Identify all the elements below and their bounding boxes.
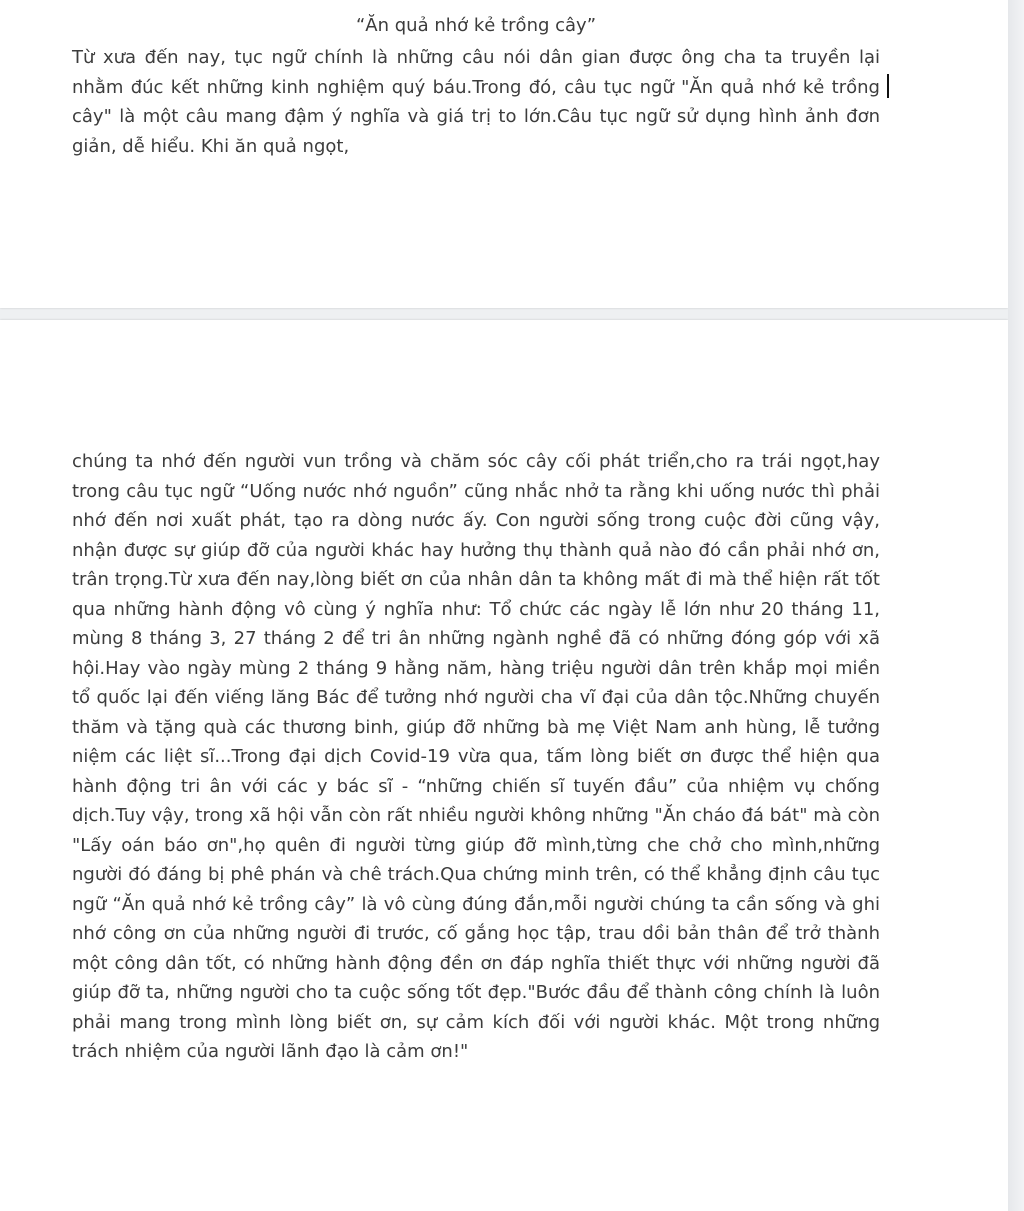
paragraph-body[interactable]: chúng ta nhớ đến người vun trồng và chăm sóc cây cối phát triển,cho ra trái ngọt,hay trong câu tục ngữ “Uống nước nhớ nguồn” cũng nhắc nhở ta rằng khi uống nước thì phải nhớ đến nơi xuất phát, tạo ra dòng nước ấy. Con người sống trong cuộc đời cũng vậy, nhận được sự giúp đỡ của người khác hay hưởng thụ thành quả nào đó cần phải nhớ ơn, trân trọng.Từ xưa đến nay,lòng biết ơn của nhân dân ta không mất đi mà thể hiện rất tốt qua những hành động vô cùng ý nghĩa như: Tổ chức các ngày lễ lớn như 20 tháng 11, mùng 8 tháng 3, 27 tháng 2 để tri ân những ngành nghề đã có những đóng góp với xã hội.Hay vào ngày mùng 2 tháng 9 hằng năm, hàng triệu người dân trên khắp mọi miền tổ quốc lại đến viếng lăng Bác để tưởng nhớ người cha vĩ đại của dân tộc.Những chuyến thăm và tặng quà các thương binh, giúp đỡ những bà mẹ Việt Nam anh hùng, lễ tưởng niệm các liệt sĩ...Trong đại dịch Covid-19 vừa qua, tấm lòng biết ơn được thể hiện qua hành động tri ân với các y bác sĩ - “những chiến sĩ tuyến đầu” của nhiệm vụ chống dịch.Tuy vậy, trong xã hội vẫn còn rất nhiều người không những "Ăn cháo đá bát" mà còn "Lấy oán báo ơn",họ quên đi người từng giúp đỡ mình,từng che chở cho mình,những người đó đáng bị phê phán và chê trách.Qua chứng minh trên, có thể khẳng định câu tục ngữ “Ăn quả nhớ kẻ trồng cây” là vô cùng đúng đắn,mỗi người chúng ta cần sống và ghi nhớ công ơn của những người đi trước, cố gắng học tập, trau dồi bản thân để trở thành một công dân tốt, có những hành động đền ơn đáp nghĩa thiết thực với những người đã giúp đỡ ta, những người cho ta cuộc sống tốt đẹp."Bước đầu để thành công chính là luôn phải mang trong mình lòng biết ơn, sự cảm kích đối với người khác. Một trong những trách nhiệm của người lãnh đạo là cảm ơn!" xyxy=(72,451,880,1062)
document-page-1[interactable] xyxy=(0,0,1008,308)
text-cursor xyxy=(887,74,889,98)
paragraph-intro[interactable]: Từ xưa đến nay, tục ngữ chính là những câu nói dân gian được ông cha ta truyền lại nhằm đúc kết những kinh nghiệm quý báu.Trong đó, câu tục ngữ "Ăn quả nhớ kẻ trồng cây" là một câu mang đậm ý nghĩa và giá trị to lớn.Câu tục ngữ sử dụng hình ảnh đơn giản, dễ hiểu. Khi ăn quả ngọt, xyxy=(72,47,880,157)
right-edge-shade xyxy=(1008,0,1024,1211)
document-title: “Ăn quả nhớ kẻ trồng cây” xyxy=(355,15,597,36)
document-page-2[interactable] xyxy=(0,320,1008,1211)
